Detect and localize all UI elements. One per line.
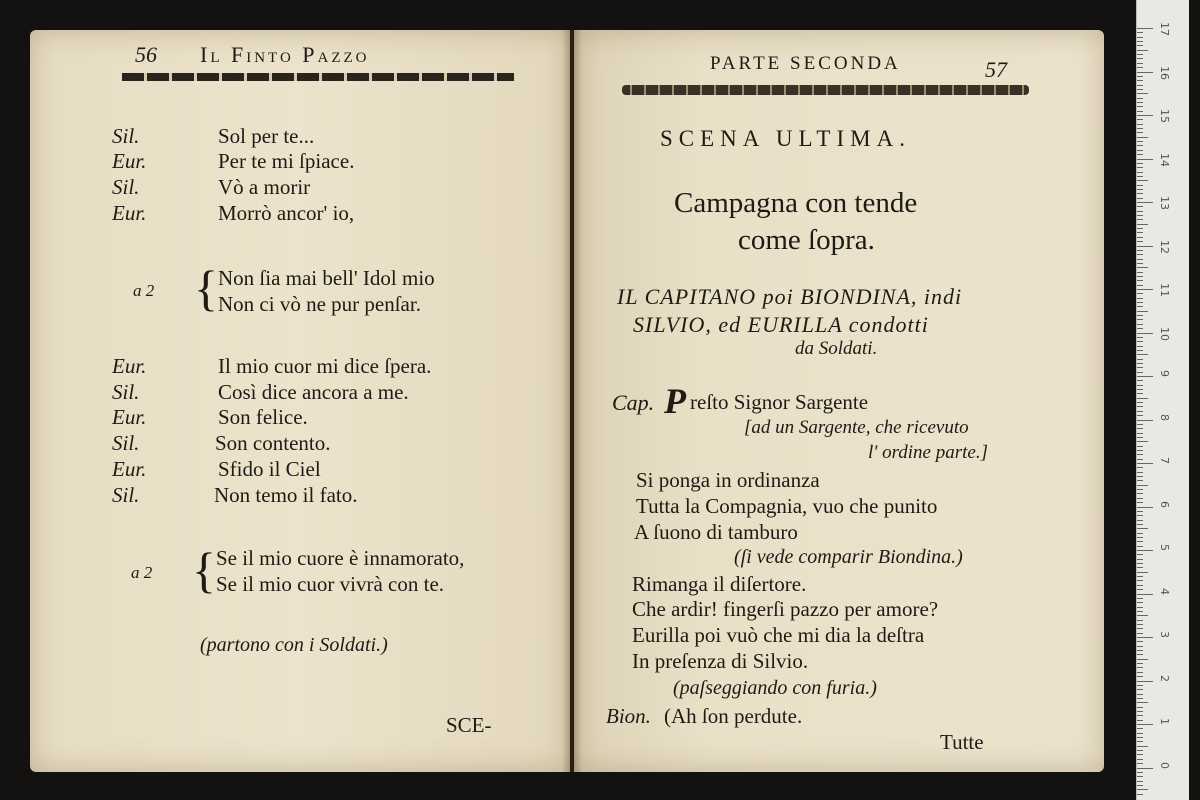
ruler-mm-tick — [1137, 676, 1143, 677]
ruler-mm-tick — [1137, 580, 1143, 581]
ruler-mm-tick — [1137, 285, 1143, 286]
ruler-mm-tick — [1137, 541, 1143, 542]
speaker: Eur. — [112, 405, 147, 429]
ruler-mm-tick — [1137, 193, 1143, 194]
ruler-number: 13 — [1158, 196, 1171, 210]
ruler-cm-tick — [1137, 72, 1153, 73]
ruler-mm-tick — [1137, 363, 1143, 364]
ruler-number: 12 — [1158, 239, 1171, 254]
ruler-number: 0 — [1158, 761, 1171, 769]
verse-line: In preſenza di Silvio. — [632, 649, 809, 673]
ruler-mm-tick — [1137, 93, 1148, 94]
ruler-mm-tick — [1137, 689, 1143, 690]
dialogue-line: reſto Signor Sargente — [690, 390, 869, 414]
ruler-cm-tick — [1137, 507, 1153, 508]
ruler-mm-tick — [1137, 750, 1143, 751]
ruler-number: 9 — [1158, 370, 1171, 377]
speaker: Bion. — [606, 704, 651, 728]
ruler-mm-tick — [1137, 185, 1143, 186]
duet-label: a 2 — [131, 563, 153, 582]
ruler-mm-tick — [1137, 306, 1143, 307]
ruler-mm-tick — [1137, 180, 1148, 181]
ruler-cm-tick — [1137, 159, 1153, 160]
ruler-mm-tick — [1137, 515, 1143, 516]
ruler-mm-tick — [1137, 533, 1143, 534]
ruler-mm-tick — [1137, 446, 1143, 447]
ruler-mm-tick — [1137, 789, 1148, 790]
ruler-cm-tick — [1137, 768, 1153, 769]
ruler-mm-tick — [1137, 493, 1143, 494]
ruler-mm-tick — [1137, 272, 1143, 273]
ruler-mm-tick — [1137, 206, 1143, 207]
ruler-mm-tick — [1137, 406, 1143, 407]
ruler-mm-tick — [1137, 615, 1148, 616]
ruler-mm-tick — [1137, 754, 1143, 755]
ruler-mm-tick — [1137, 85, 1143, 86]
ruler-mm-tick — [1137, 302, 1143, 303]
ruler-cm-tick — [1137, 376, 1153, 377]
ruler-mm-tick — [1137, 415, 1143, 416]
ruler-number: 11 — [1158, 283, 1171, 297]
ruler-number: 16 — [1158, 65, 1171, 80]
ruler-mm-tick — [1137, 124, 1143, 125]
catchword: Tutte — [940, 730, 984, 754]
ruler-mm-tick — [1137, 98, 1143, 99]
ruler-mm-tick — [1137, 267, 1148, 268]
verse-line: Rimanga il diſertore. — [632, 572, 807, 596]
ruler-mm-tick — [1137, 672, 1143, 673]
speaker: Sil. — [112, 124, 140, 148]
duet-line: Non ci vò ne pur penſar. — [218, 292, 421, 316]
dialogue-line: Son felice. — [218, 405, 308, 429]
ruler-mm-tick — [1137, 102, 1143, 103]
dialogue-line: Sol per te... — [218, 124, 315, 148]
ruler-mm-tick — [1137, 328, 1143, 329]
ruler-mm-tick — [1137, 646, 1143, 647]
verse-line: Tutta la Compagnia, vuo che punito — [636, 494, 938, 518]
ruler-mm-tick — [1137, 650, 1143, 651]
ruler-mm-tick — [1137, 702, 1148, 703]
verse-line: Che ardir! fingerſi pazzo per amore? — [632, 597, 939, 621]
dialogue-line: Sfido il Ciel — [218, 457, 321, 481]
ruler-cm-tick — [1137, 463, 1153, 464]
ruler-mm-tick — [1137, 450, 1143, 451]
ruler-mm-tick — [1137, 459, 1143, 460]
ruler-mm-tick — [1137, 520, 1143, 521]
speaker: Eur. — [112, 354, 147, 378]
ruler-mm-tick — [1137, 319, 1143, 320]
ruler-mm-tick — [1137, 293, 1143, 294]
ruler-mm-tick — [1137, 176, 1143, 177]
characters-line-1: IL CAPITANO poi BIONDINA, indi — [617, 284, 963, 309]
ruler-mm-tick — [1137, 211, 1143, 212]
ruler-mm-tick — [1137, 111, 1143, 112]
ruler-mm-tick — [1137, 58, 1143, 59]
brace-icon: { — [192, 542, 216, 598]
ruler-mm-tick — [1137, 694, 1143, 695]
left-header-rule — [122, 73, 514, 81]
ruler-mm-tick — [1137, 733, 1143, 734]
ruler-number: 6 — [1158, 500, 1171, 508]
ruler-mm-tick — [1137, 437, 1143, 438]
ruler-mm-tick — [1137, 354, 1148, 355]
ruler-number: 5 — [1158, 544, 1171, 551]
ruler-mm-tick — [1137, 350, 1143, 351]
speaker: Eur. — [112, 457, 147, 481]
ruler-mm-tick — [1137, 628, 1143, 629]
ruler-mm-tick — [1137, 337, 1143, 338]
ruler-number: 3 — [1158, 631, 1171, 638]
brace-icon: { — [194, 260, 218, 316]
stage-direction: (partono con i Soldati.) — [200, 634, 388, 656]
ruler-mm-tick — [1137, 498, 1143, 499]
duet-line: Non ſia mai bell' Idol mio — [218, 266, 435, 290]
ruler-mm-tick — [1137, 559, 1143, 560]
ruler-mm-tick — [1137, 620, 1143, 621]
ruler-number: 2 — [1158, 674, 1171, 682]
ruler-mm-tick — [1137, 385, 1143, 386]
ruler-mm-tick — [1137, 528, 1148, 529]
book-gutter — [562, 30, 582, 772]
ruler-mm-tick — [1137, 585, 1143, 586]
ruler-mm-tick — [1137, 228, 1143, 229]
ruler-mm-tick — [1137, 772, 1143, 773]
ruler-mm-tick — [1137, 280, 1143, 281]
drop-cap: P — [664, 381, 686, 421]
right-header-rule — [622, 85, 1029, 95]
ruler-cm-tick — [1137, 550, 1153, 551]
left-page-number: 56 — [135, 42, 157, 67]
ruler-mm-tick — [1137, 189, 1143, 190]
ruler-mm-tick — [1137, 32, 1143, 33]
ruler-mm-tick — [1137, 781, 1143, 782]
speaker: Eur. — [112, 201, 147, 225]
ruler-mm-tick — [1137, 746, 1148, 747]
ruler-mm-tick — [1137, 433, 1143, 434]
ruler-mm-tick — [1137, 41, 1143, 42]
speaker: Eur. — [112, 149, 147, 173]
ruler-mm-tick — [1137, 389, 1143, 390]
ruler-mm-tick — [1137, 763, 1143, 764]
ruler-number: 10 — [1158, 326, 1171, 341]
ruler-mm-tick — [1137, 359, 1143, 360]
ruler-mm-tick — [1137, 154, 1143, 155]
ruler-mm-tick — [1137, 54, 1143, 55]
ruler-mm-tick — [1137, 554, 1143, 555]
ruler-mm-tick — [1137, 150, 1143, 151]
ruler-mm-tick — [1137, 737, 1143, 738]
ruler-mm-tick — [1137, 224, 1148, 225]
ruler-mm-tick — [1137, 489, 1143, 490]
ruler-mm-tick — [1137, 546, 1143, 547]
ruler-mm-tick — [1137, 141, 1143, 142]
ruler-mm-tick — [1137, 741, 1143, 742]
speaker: Sil. — [112, 175, 140, 199]
ruler-mm-tick — [1137, 106, 1143, 107]
ruler-mm-tick — [1137, 263, 1143, 264]
ruler-mm-tick — [1137, 576, 1143, 577]
ruler-mm-tick — [1137, 128, 1143, 129]
ruler-mm-tick — [1137, 633, 1143, 634]
stage-direction: (ſi vede comparir Biondina.) — [734, 546, 963, 568]
ruler-mm-tick — [1137, 402, 1143, 403]
ruler-mm-tick — [1137, 598, 1143, 599]
verse-line: Si ponga in ordinanza — [636, 468, 820, 492]
ruler-mm-tick — [1137, 785, 1143, 786]
ruler-mm-tick — [1137, 398, 1148, 399]
ruler-mm-tick — [1137, 119, 1143, 120]
ruler-mm-tick — [1137, 776, 1143, 777]
characters-line-2: SILVIO, ed EURILLA condotti — [633, 312, 929, 337]
ruler-mm-tick — [1137, 393, 1143, 394]
ruler-mm-tick — [1137, 259, 1143, 260]
ruler-mm-tick — [1137, 254, 1143, 255]
ruler-mm-tick — [1137, 63, 1143, 64]
ruler-mm-tick — [1137, 659, 1148, 660]
ruler-cm-tick — [1137, 202, 1153, 203]
characters-line-3: da Soldati. — [795, 338, 878, 359]
speaker: Sil. — [112, 431, 140, 455]
ruler-mm-tick — [1137, 589, 1143, 590]
ruler-mm-tick — [1137, 563, 1143, 564]
setting-line-2: come ſopra. — [738, 224, 875, 256]
ruler-cm-tick — [1137, 333, 1153, 334]
dialogue-line: Morrò ancor' io, — [218, 201, 355, 225]
ruler-mm-tick — [1137, 367, 1143, 368]
ruler-mm-tick — [1137, 720, 1143, 721]
ruler-mm-tick — [1137, 698, 1143, 699]
ruler-cm-tick — [1137, 115, 1153, 116]
dialogue-line: Così dice ancora a me. — [218, 380, 409, 404]
ruler-mm-tick — [1137, 298, 1143, 299]
stage-direction: (paſseggiando con furia.) — [673, 677, 877, 699]
ruler-mm-tick — [1137, 276, 1143, 277]
measurement-ruler — [1136, 0, 1189, 800]
dialogue-line: Son contento. — [215, 431, 331, 455]
ruler-mm-tick — [1137, 441, 1148, 442]
ruler-number: 15 — [1158, 109, 1171, 123]
ruler-mm-tick — [1137, 424, 1143, 425]
ruler-mm-tick — [1137, 198, 1143, 199]
ruler-mm-tick — [1137, 472, 1143, 473]
duet-line: Se il mio cuor vivrà con te. — [216, 572, 445, 596]
ruler-mm-tick — [1137, 45, 1143, 46]
ruler-mm-tick — [1137, 663, 1143, 664]
left-running-head: Il Finto Pazzo — [200, 42, 370, 67]
ruler-mm-tick — [1137, 454, 1143, 455]
stage-direction: [ad un Sargente, che ricevuto — [744, 417, 969, 438]
ruler-mm-tick — [1137, 145, 1143, 146]
ruler-mm-tick — [1137, 232, 1143, 233]
ruler-mm-tick — [1137, 67, 1143, 68]
ruler-cm-tick — [1137, 28, 1153, 29]
ruler-mm-tick — [1137, 759, 1143, 760]
ruler-mm-tick — [1137, 341, 1143, 342]
ruler-mm-tick — [1137, 502, 1143, 503]
ruler-mm-tick — [1137, 667, 1143, 668]
ruler-mm-tick — [1137, 685, 1143, 686]
ruler-mm-tick — [1137, 711, 1143, 712]
ruler-mm-tick — [1137, 411, 1143, 412]
ruler-mm-tick — [1137, 215, 1143, 216]
ruler-number: 17 — [1158, 22, 1171, 36]
ruler-mm-tick — [1137, 372, 1143, 373]
ruler-mm-tick — [1137, 607, 1143, 608]
ruler-cm-tick — [1137, 681, 1153, 682]
ruler-mm-tick — [1137, 715, 1143, 716]
ruler-mm-tick — [1137, 241, 1143, 242]
catchword: SCE- — [446, 713, 492, 737]
ruler-cm-tick — [1137, 289, 1153, 290]
ruler-mm-tick — [1137, 167, 1143, 168]
dialogue-line: Per te mi ſpiace. — [218, 149, 355, 173]
ruler-mm-tick — [1137, 428, 1143, 429]
verse-line: Eurilla poi vuò che mi dia la deſtra — [632, 623, 925, 647]
ruler-mm-tick — [1137, 624, 1143, 625]
scene-title: SCENA ULTIMA. — [660, 126, 911, 151]
ruler-mm-tick — [1137, 480, 1143, 481]
ruler-mm-tick — [1137, 76, 1143, 77]
ruler-mm-tick — [1137, 237, 1143, 238]
setting-line-1: Campagna con tende — [674, 187, 918, 219]
ruler-mm-tick — [1137, 324, 1143, 325]
ruler-mm-tick — [1137, 611, 1143, 612]
ruler-mm-tick — [1137, 476, 1143, 477]
ruler-mm-tick — [1137, 641, 1143, 642]
ruler-mm-tick — [1137, 524, 1143, 525]
ruler-mm-tick — [1137, 80, 1143, 81]
ruler-cm-tick — [1137, 246, 1153, 247]
ruler-mm-tick — [1137, 37, 1143, 38]
ruler-cm-tick — [1137, 724, 1153, 725]
ruler-mm-tick — [1137, 567, 1143, 568]
stage-direction: l' ordine parte.] — [868, 442, 988, 463]
ruler-number: 4 — [1158, 587, 1171, 595]
ruler-mm-tick — [1137, 728, 1143, 729]
dialogue-line: Vò a morir — [218, 175, 311, 199]
ruler-mm-tick — [1137, 537, 1143, 538]
ruler-mm-tick — [1137, 137, 1148, 138]
ruler-mm-tick — [1137, 485, 1148, 486]
dialogue-line: (Ah ſon perdute. — [664, 704, 803, 728]
ruler-mm-tick — [1137, 89, 1143, 90]
ruler-mm-tick — [1137, 511, 1143, 512]
right-page-number: 57 — [985, 57, 1007, 82]
ruler-cm-tick — [1137, 594, 1153, 595]
ruler-mm-tick — [1137, 654, 1143, 655]
duet-line: Se il mio cuore è innamorato, — [216, 546, 465, 570]
ruler-mm-tick — [1137, 250, 1143, 251]
ruler-number: 1 — [1158, 718, 1171, 725]
ruler-number: 14 — [1158, 152, 1171, 167]
dialogue-line: Non temo il fato. — [214, 483, 358, 507]
ruler-mm-tick — [1137, 707, 1143, 708]
ruler-mm-tick — [1137, 380, 1143, 381]
ruler-mm-tick — [1137, 172, 1143, 173]
ruler-cm-tick — [1137, 420, 1153, 421]
dialogue-line: Il mio cuor mi dice ſpera. — [218, 354, 432, 378]
ruler-mm-tick — [1137, 163, 1143, 164]
ruler-number: 7 — [1158, 457, 1171, 464]
duet-label: a 2 — [133, 281, 155, 300]
speaker: Sil. — [112, 380, 140, 404]
ruler-mm-tick — [1137, 572, 1148, 573]
verse-line: A ſuono di tamburo — [634, 520, 798, 544]
speaker: Sil. — [112, 483, 140, 507]
ruler-mm-tick — [1137, 346, 1143, 347]
ruler-cm-tick — [1137, 637, 1153, 638]
ruler-mm-tick — [1137, 602, 1143, 603]
ruler-mm-tick — [1137, 794, 1143, 795]
ruler-mm-tick — [1137, 467, 1143, 468]
ruler-mm-tick — [1137, 311, 1148, 312]
ruler-mm-tick — [1137, 50, 1148, 51]
ruler-number: 8 — [1158, 413, 1171, 421]
speaker: Cap. — [612, 390, 655, 415]
ruler-mm-tick — [1137, 219, 1143, 220]
right-running-head: PARTE SECONDA — [710, 53, 901, 74]
ruler-mm-tick — [1137, 132, 1143, 133]
ruler-mm-tick — [1137, 315, 1143, 316]
